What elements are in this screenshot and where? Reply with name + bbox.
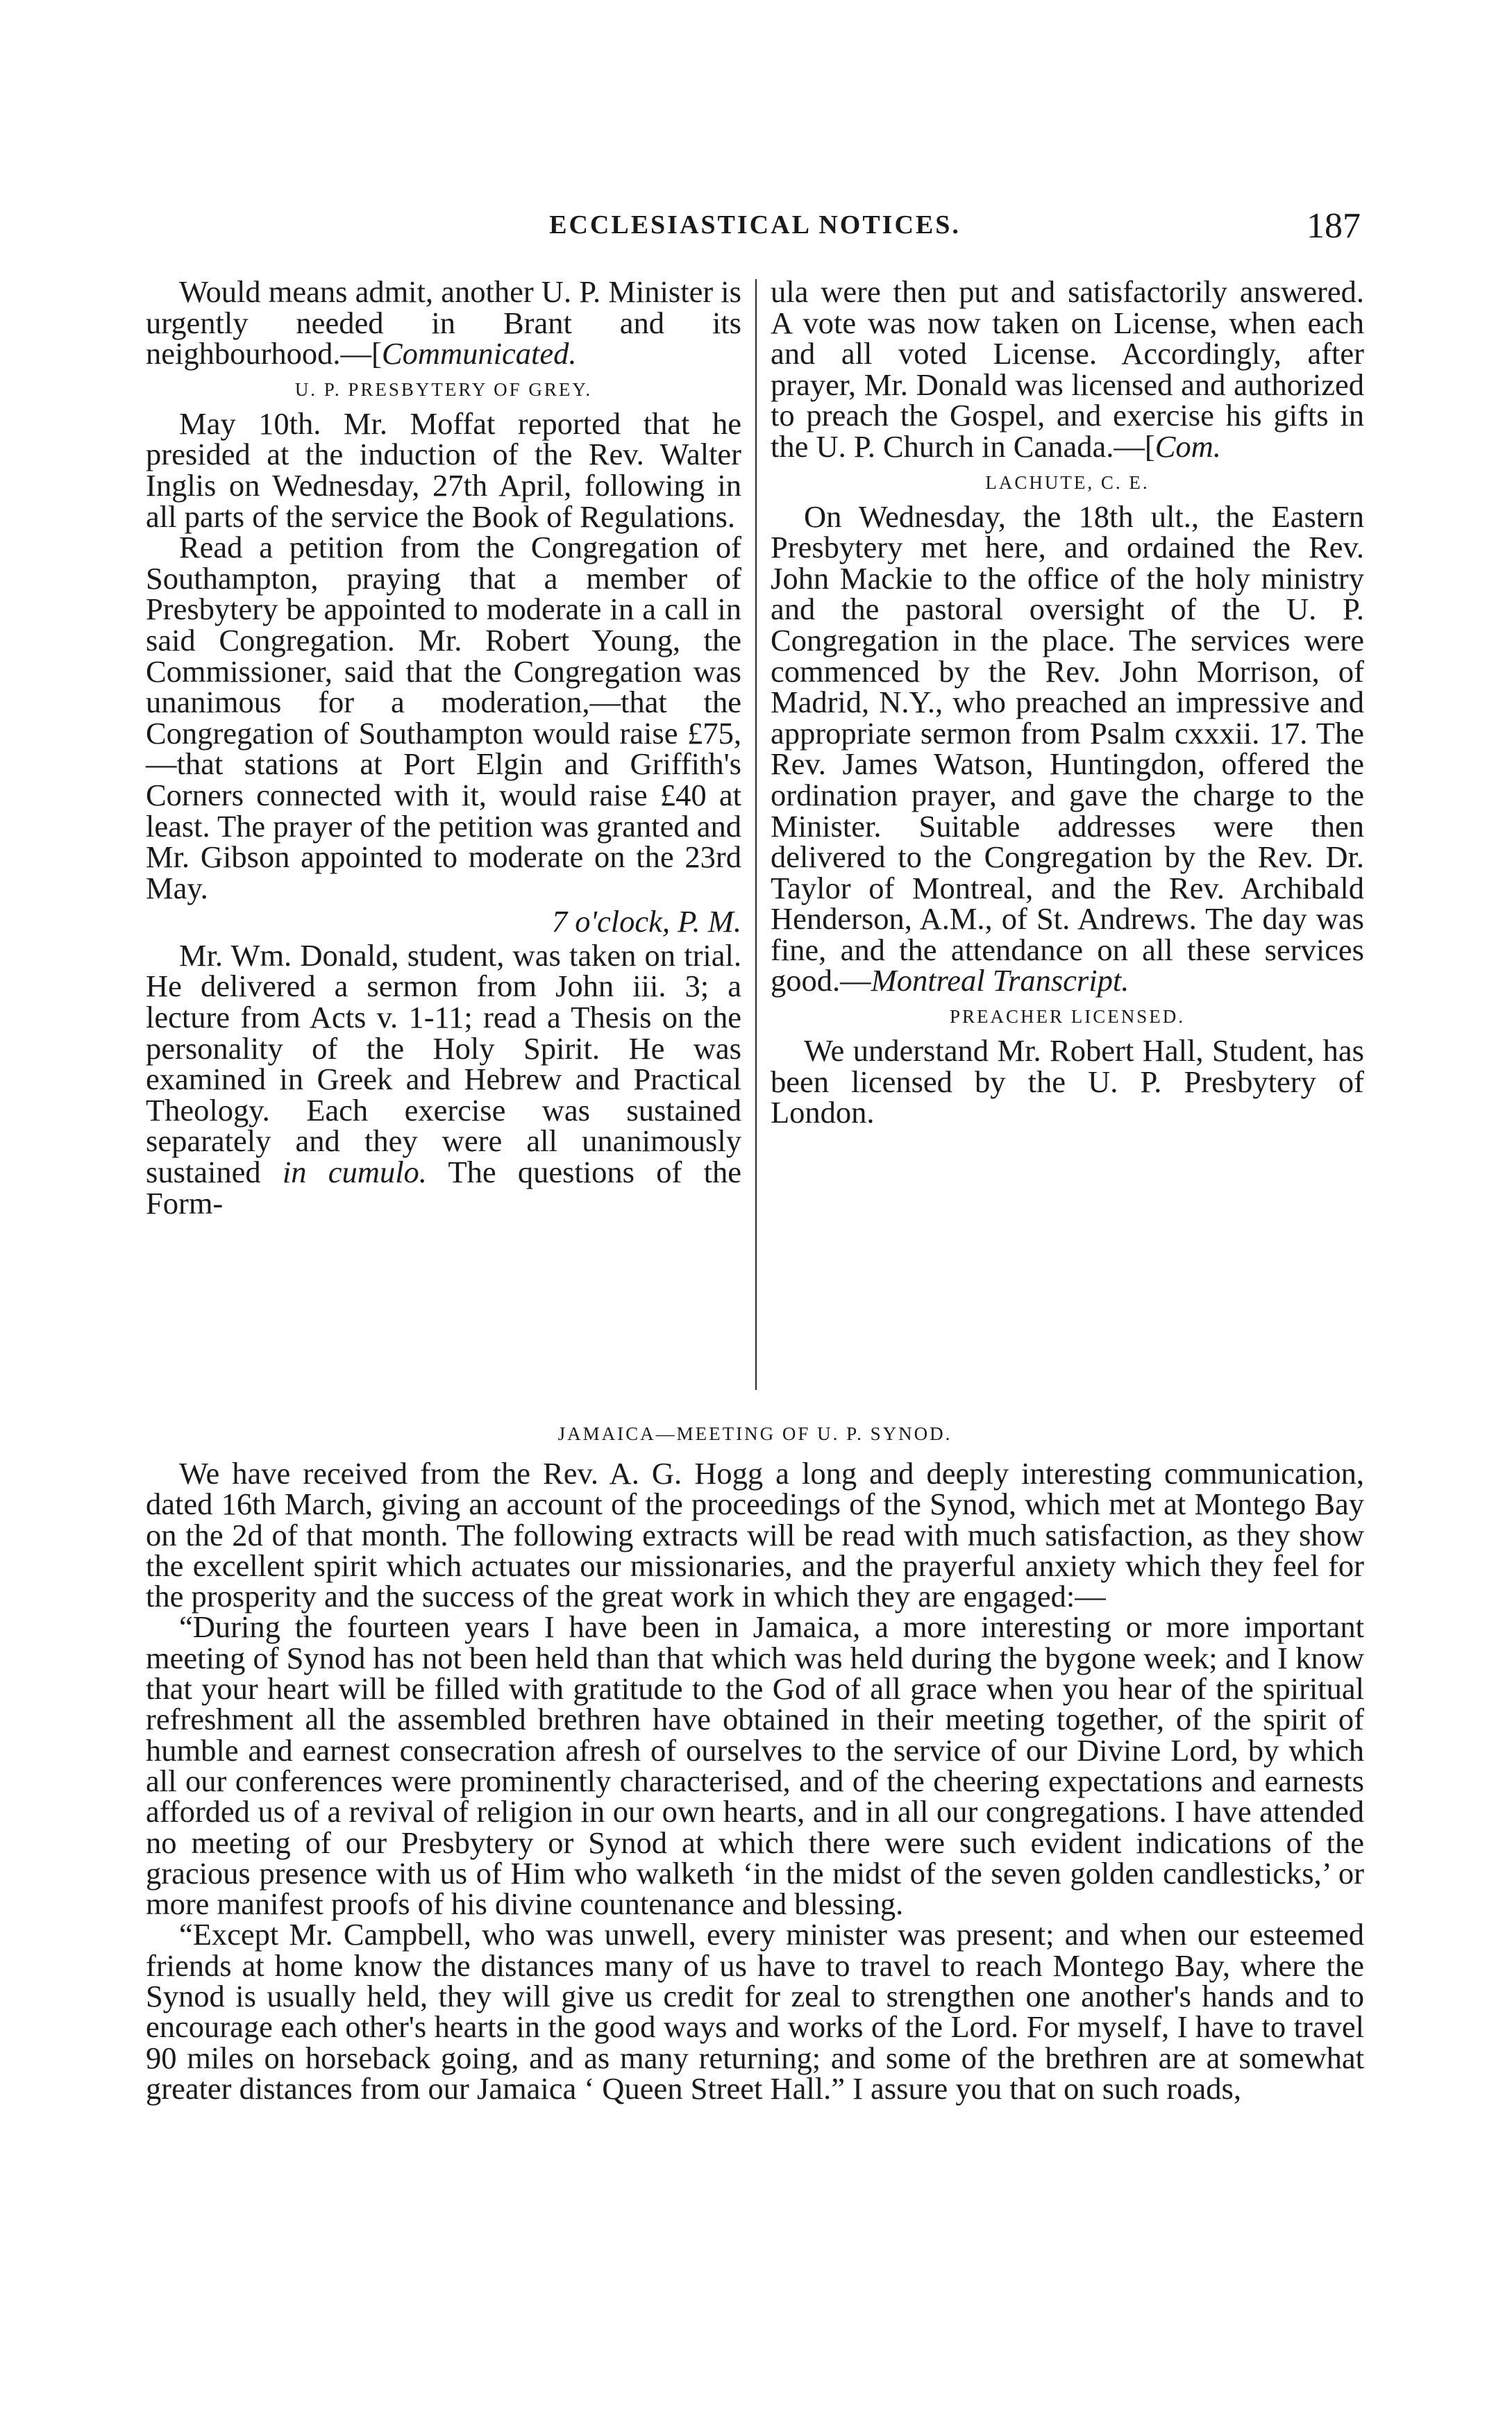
right-p2-text: On Wednesday, the 18th ult., the Eastern Presbytery met here, and ordained the Rev. John Mackie to the office of the holy ministry and the pastoral oversight of the U. P. Congregation in the place. The services were commenced by the Rev. John Morrison, of Madrid, N.Y., who preached an impressive and appropriate sermon from Psalm cxxxii. 17. The Rev. James Watson, Huntingdon, offered the ordination prayer, and gave the charge to the Minister. Suitable addresses were then delivered to the Congregation by the Rev. Dr. Taylor of Montreal, and the Rev. Archibald Henderson, A.M., of St. Andrews. The day was fine, and the attendance on all these services good.— [771, 499, 1364, 998]
left-paragraph-1 [146, 276, 741, 369]
two-column-section [146, 276, 1364, 1422]
right-p2-credit: Montreal Transcript. [871, 963, 1129, 998]
left-p1-text: Would means admit, another U. P. Minister is urgently needed in Brant and its neighbourhood.—[ [146, 274, 741, 371]
page-number: 187 [1307, 206, 1361, 246]
right-paragraph-3: We understand Mr. Robert Hall, Student, has been licensed by the U. P. Presbytery of London. [771, 1033, 1364, 1130]
right-paragraph-1 [771, 276, 1364, 462]
heading-lachute: LACHUTE, C. E. [985, 471, 1150, 493]
heading-jamaica: JAMAICA—MEETING OF U. P. SYNOD. [557, 1423, 952, 1444]
right-p1-text: ula were then put and satisfactorily answered. A vote was now taken on License, when each and all voted License. Accordingly, after prayer, Mr. Donald was licensed and authorized to preach the Gospel, and exercise his gifts in the U. P. Church in Canada.—[ [771, 274, 1364, 464]
heading-preacher-licensed: PREACHER LICENSED. [949, 1006, 1186, 1028]
left-paragraph-4 [146, 937, 741, 1221]
time-line: 7 o'clock, P. M. [551, 904, 741, 939]
jamaica-paragraph-2: “During the fourteen years I have been in Jamaica, a more interesting or more important meeting of Synod has not been held than that which was held during the bygone week; and I know that your heart will be filled with gratitude to the God of all grace when you hear of the spiritual refreshment all the assembled brethren have obtained in their meeting together, of the spirit of humble and earnest consecration afresh of ourselves to the service of our Divine Lord, by which all our conferences were prominently characterised, and of the cheering expectations and earnests afforded us of a revival of religion in our own hearts, and in all our congregations. I have attended no meeting of our Presbytery or Synod at which there were such evident indications of the gracious presence with us of Him who walketh ‘in the midst of the seven golden candlesticks,’ or more manifest proofs of his divine countenance and blessing. [146, 1609, 1364, 1922]
jamaica-article [146, 1458, 1364, 2104]
left-p1-credit: Communicated. [381, 336, 577, 371]
left-paragraph-3: Read a petition from the Congregation of Southampton, praying that a member of Presbytery be appointed to moderate in a call in said Congregation. Mr. Robert Young, the Commissioner, said that the Congregation was unanimous for a moderation,—that the Congregation of Southampton would raise £75,—that stations at Port Elgin and Griffith's Corners connected with it, would raise £40 at least. The prayer of the petition was granted and Mr. Gibson appointed to moderate on the 23rd May. [146, 530, 741, 905]
right-column [771, 276, 1364, 1128]
jamaica-paragraph-1: We have received from the Rev. A. G. Hogg a long and deeply interesting communication, dated 16th March, giving an account of the proceedings of the Synod, which met at Montego Bay on the 2d of that month. The following extracts will be read with much satisfaction, as they show the excellent spirit which actuates our missionaries, and the prayerful anxiety which they feel for the prosperity and the success of the great work in which they are engaged:— [146, 1456, 1364, 1614]
right-paragraph-2 [771, 501, 1364, 997]
right-p1-credit: Com. [1154, 428, 1221, 464]
running-title: ECCLESIASTICAL NOTICES. [549, 210, 961, 240]
running-head [149, 206, 1361, 251]
left-p4-end: The questions of the Form- [146, 1155, 741, 1221]
jamaica-paragraph-3: “Except Mr. Campbell, who was unwell, every minister was present; and when our esteemed friends at home know the distances many of us have to travel to reach Montego Bay, where the Synod is usually held, they will give us credit for zeal to strengthen one another's hands and to encourage each other's hearts in the good ways and works of the Lord. For myself, I have to travel 90 miles on horseback going, and as many returning; and some of the brethren are at somewhat greater distances from our Jamaica ‘ Queen Street Hall.” I assure you that on such roads, [146, 1917, 1364, 2106]
heading-presbytery-grey: U. P. PRESBYTERY OF GREY. [294, 378, 593, 400]
left-p4-italic: in cumulo. [282, 1155, 427, 1190]
left-column [146, 274, 741, 1221]
left-p4-text: Mr. Wm. Donald, student, was taken on trial. He delivered a sermon from John iii. 3; a lecture from Acts v. 1-11; read a Thesis on the personality of the Holy Spirit. He was examined in Greek and Hebrew and Practical Theology. Each exercise was sustained separately and they were all unanimously sustained [146, 937, 741, 1190]
column-divider [755, 279, 757, 1390]
left-paragraph-2: May 10th. Mr. Moffat reported that he presided at the induction of the Rev. Walter Inglis on Wednesday, 27th April, following in all parts of the service the Book of Regulations. [146, 405, 741, 534]
